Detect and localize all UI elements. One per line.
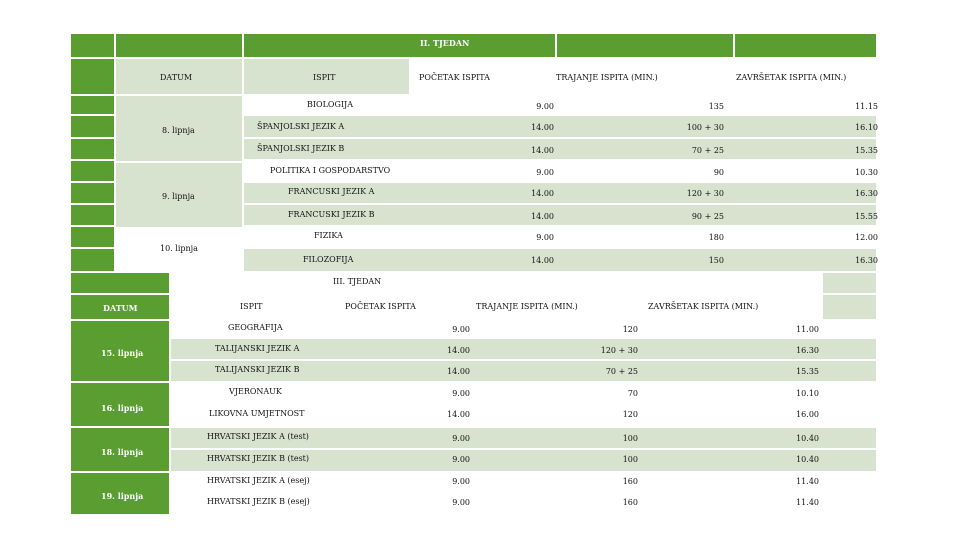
week2-left-strip	[70, 58, 115, 95]
table-row	[170, 360, 877, 382]
week2-strip-cell	[70, 160, 115, 182]
exam-name: POLITIKA I GOSPODARSTVO	[270, 166, 391, 175]
exam-end: 16.30	[796, 346, 819, 355]
week2-strip-cell	[70, 204, 115, 226]
exam-end: 10.10	[796, 389, 819, 398]
exam-duration: 120	[622, 410, 638, 419]
table-row	[243, 248, 877, 272]
week3-date-cell	[70, 382, 170, 427]
week3-date-cell	[70, 472, 170, 515]
week2-strip-cell	[70, 138, 115, 160]
week3-col-date	[70, 294, 170, 320]
table-row	[243, 182, 877, 204]
week3-date-cell	[70, 427, 170, 472]
week3-header-exam: ISPIT	[240, 302, 263, 311]
table-row	[243, 226, 877, 248]
exam-duration: 160	[622, 477, 638, 486]
week2-header-cell	[70, 33, 115, 58]
exam-name: ŠPANJOLSKI JEZIK A	[257, 122, 345, 131]
exam-end: 15.35	[796, 367, 819, 376]
week3-date-cell	[70, 320, 170, 382]
exam-name: FILOZOFIJA	[303, 255, 354, 264]
week2-date-cell	[115, 228, 243, 272]
exam-end: 10.30	[855, 168, 878, 177]
table-row	[170, 427, 877, 449]
exam-name: LIKOVNA UMJETNOST	[209, 409, 305, 418]
week3-date: 16. lipnja	[101, 403, 144, 413]
exam-name: HRVATSKI JEZIK A (test)	[207, 432, 309, 441]
week3-title: III. TJEDAN	[333, 277, 382, 286]
exam-end: 10.40	[796, 434, 819, 443]
exam-name: HRVATSKI JEZIK A (esej)	[207, 476, 310, 485]
exam-name: VJERONAUK	[229, 387, 282, 396]
exam-duration: 150	[708, 256, 724, 265]
exam-start: 14.00	[531, 146, 554, 155]
table-row	[170, 493, 877, 515]
table-row	[243, 95, 877, 115]
exam-name: ŠPANJOLSKI JEZIK B	[257, 144, 345, 153]
table-row	[170, 382, 877, 404]
exam-duration: 70 + 25	[691, 146, 724, 155]
week2-date: 8. lipnja	[162, 126, 195, 135]
exam-name: HRVATSKI JEZIK B (test)	[207, 454, 310, 463]
exam-name: GEOGRAFIJA	[228, 323, 283, 332]
exam-duration: 160	[622, 498, 638, 507]
exam-end: 11.15	[855, 102, 878, 111]
exam-start: 9.00	[536, 168, 554, 177]
table-row	[170, 320, 877, 338]
exam-start: 9.00	[452, 325, 470, 334]
week2-strip-cell	[70, 226, 115, 248]
exam-duration: 120	[622, 325, 638, 334]
exam-start: 9.00	[536, 102, 554, 111]
exam-start: 9.00	[452, 498, 470, 507]
week2-header-duration: TRAJANJE ISPITA (MIN.)	[556, 73, 658, 82]
week3-date: 15. lipnja	[101, 348, 144, 358]
exam-name: FRANCUSKI JEZIK B	[288, 210, 375, 219]
week3-title-cell	[170, 272, 473, 294]
exam-end: 15.35	[855, 146, 878, 155]
exam-duration: 100 + 30	[686, 123, 724, 132]
exam-end: 16.00	[796, 410, 819, 419]
table-row	[170, 472, 877, 493]
week2-header-start: POČETAK ISPITA	[419, 73, 490, 82]
week2-header-cell	[734, 33, 877, 58]
exam-duration: 100	[622, 434, 638, 443]
exam-start: 14.00	[531, 123, 554, 132]
table-row	[170, 338, 877, 360]
table-row	[243, 138, 877, 160]
week3-header-start: POČETAK ISPITA	[345, 302, 416, 311]
exam-duration: 100	[622, 455, 638, 464]
exam-name: HRVATSKI JEZIK B (esej)	[207, 497, 310, 506]
week2-header-cell	[115, 33, 243, 58]
exam-end: 16.30	[855, 256, 878, 265]
week3-header-cell	[822, 272, 877, 294]
exam-start: 9.00	[452, 455, 470, 464]
week3-header-date: DATUM	[103, 303, 138, 313]
exam-start: 9.00	[452, 434, 470, 443]
exam-end: 16.30	[855, 189, 878, 198]
week2-strip-cell	[70, 115, 115, 138]
table-row	[170, 404, 877, 427]
week2-strip-cell	[70, 248, 115, 272]
exam-start: 14.00	[531, 212, 554, 221]
week2-date: 9. lipnja	[162, 192, 195, 201]
week2-header-date: DATUM	[160, 73, 193, 82]
table-row	[170, 449, 877, 472]
exam-duration: 70 + 25	[605, 367, 638, 376]
exam-name: FIZIKA	[314, 231, 343, 240]
exam-duration: 180	[708, 233, 724, 242]
week2-header-cell	[556, 33, 734, 58]
week2-title: II. TJEDAN	[420, 38, 470, 48]
exam-end: 10.40	[796, 455, 819, 464]
exam-duration: 120 + 30	[600, 346, 638, 355]
exam-start: 14.00	[531, 256, 554, 265]
exam-start: 9.00	[536, 233, 554, 242]
exam-start: 14.00	[447, 410, 470, 419]
week3-date: 19. lipnja	[101, 491, 144, 501]
week2-date: 10. lipnja	[160, 244, 198, 253]
table-row	[243, 115, 877, 138]
week3-date: 18. lipnja	[101, 447, 144, 457]
exam-name: FRANCUSKI JEZIK A	[288, 187, 375, 196]
week3-header-duration: TRAJANJE ISPITA (MIN.)	[476, 302, 578, 311]
week3-header-end: ZAVRŠETAK ISPITA (MIN.)	[648, 302, 759, 311]
table-row	[243, 204, 877, 226]
week3-header-cell	[70, 272, 170, 294]
exam-name: TALIJANSKI JEZIK A	[215, 344, 300, 353]
week3-header-cell	[473, 272, 642, 294]
table-row	[243, 160, 877, 182]
exam-start: 14.00	[447, 367, 470, 376]
week2-header-exam: ISPIT	[313, 73, 336, 82]
week2-strip-cell	[70, 95, 115, 115]
exam-start: 14.00	[531, 189, 554, 198]
exam-start: 9.00	[452, 389, 470, 398]
exam-end: 15.55	[855, 212, 878, 221]
exam-end: 11.00	[796, 325, 819, 334]
exam-name: BIOLOGIJA	[307, 100, 354, 109]
week2-date-cell	[115, 95, 243, 162]
week2-header-end: ZAVRŠETAK ISPITA (MIN.)	[736, 73, 847, 82]
exam-start: 9.00	[452, 477, 470, 486]
exam-duration: 135	[708, 102, 724, 111]
exam-duration: 90	[713, 168, 724, 177]
week2-strip-cell	[70, 182, 115, 204]
exam-name: TALIJANSKI JEZIK B	[215, 365, 300, 374]
exam-end: 11.40	[796, 477, 819, 486]
exam-end: 11.40	[796, 498, 819, 507]
exam-end: 16.10	[855, 123, 878, 132]
week3-header-cell	[642, 272, 822, 294]
exam-duration: 70	[627, 389, 638, 398]
exam-end: 12.00	[855, 233, 878, 242]
exam-start: 14.00	[447, 346, 470, 355]
week2-title-cell	[243, 33, 556, 58]
exam-duration: 120 + 30	[686, 189, 724, 198]
week2-date-cell	[115, 162, 243, 228]
exam-duration: 90 + 25	[691, 212, 724, 221]
week3-header-cell	[822, 294, 877, 320]
